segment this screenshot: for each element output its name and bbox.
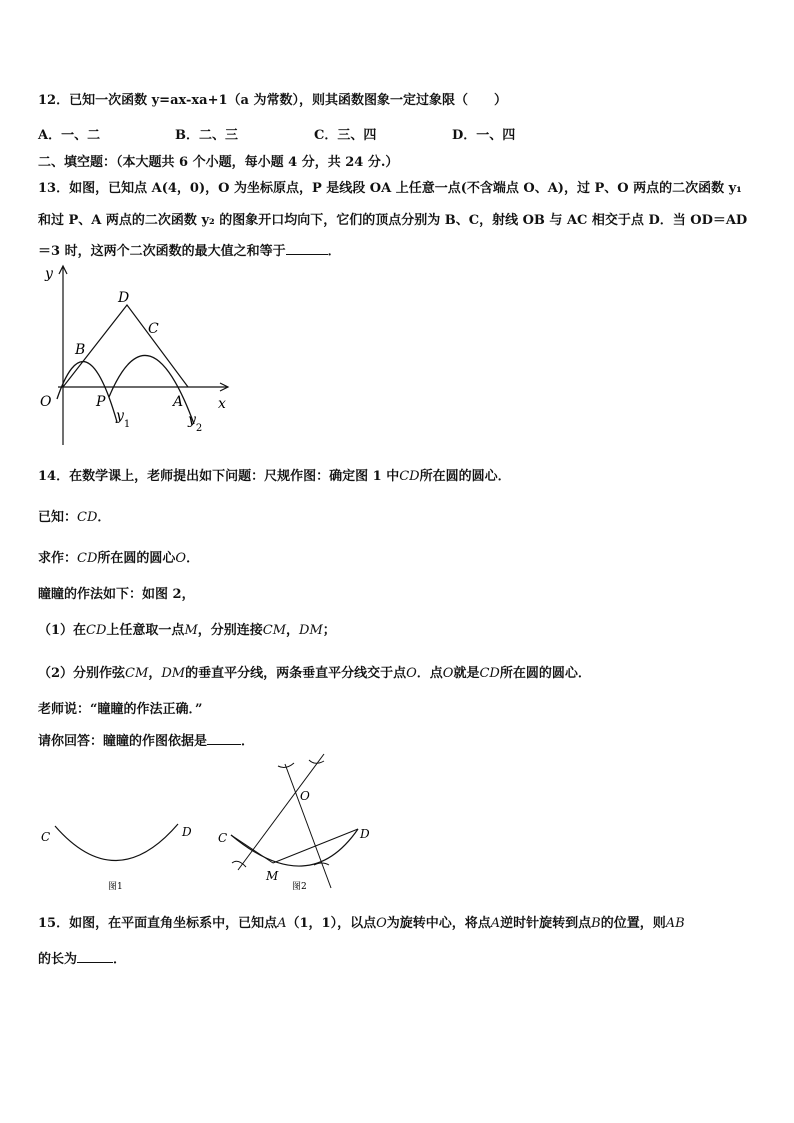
point-a: A	[490, 916, 501, 931]
step2-f: 所在圆的圆心．	[499, 666, 591, 681]
fig1-caption: 图1	[108, 882, 123, 892]
step2-d: ．点	[416, 666, 443, 681]
label-y1: $y_1$	[116, 408, 131, 430]
perp-bisector-cm	[238, 754, 324, 870]
step1-d: ，	[286, 623, 300, 638]
label-x-axis: x	[218, 396, 226, 412]
arc-cd: CD	[86, 623, 107, 638]
fig2-label-m: M	[266, 869, 279, 883]
point-o: O	[442, 666, 454, 681]
label-c: C	[148, 321, 159, 337]
parabola-y1	[57, 362, 117, 422]
fig1-label-c: C	[41, 830, 51, 844]
section-title: 二、填空题：（本大题共 6 个小题，每小题 4 分，共 24 分.）	[38, 155, 399, 170]
q14-figure-2	[214, 750, 384, 895]
known-end: ．	[97, 510, 111, 525]
q14-step2	[38, 662, 591, 681]
fig1-label-d: D	[182, 825, 192, 839]
q13-line3-text: ＝3 时，这两个二次函数的最大值之和等于	[38, 244, 286, 259]
point-m: M	[184, 623, 198, 638]
q13-line3-end: ．	[327, 244, 341, 259]
q14-answer-end: ．	[241, 734, 255, 749]
fig2-label-d: D	[360, 827, 370, 841]
chord-cm: CM	[125, 666, 149, 681]
arc-cd: CD	[77, 551, 98, 566]
q14-line1-tail: 所在圆的圆心．	[419, 469, 511, 484]
construction-arc	[309, 760, 324, 763]
arc-cd: CD	[77, 510, 98, 525]
point-o: O	[175, 551, 187, 566]
q14-method: 瞳瞳的作法如下：如图 2，	[38, 587, 195, 602]
label-a: A	[173, 394, 184, 410]
q15-line2-text: 的长为	[38, 952, 78, 967]
point-o: O	[406, 666, 417, 681]
q12-option-a: A．一、二	[38, 128, 101, 143]
answer-blank	[207, 732, 241, 745]
q12-option-d: D．一、四	[452, 128, 516, 143]
q14-line1	[38, 465, 511, 484]
q15-mid: 为旋转中心，将点	[386, 916, 491, 931]
q14-teacher: 老师说：“瞳瞳的作法正确．”	[38, 702, 203, 717]
chord-cm-line	[231, 835, 273, 863]
chord-cm: CM	[262, 623, 287, 638]
find-label: 求作：	[38, 551, 78, 566]
label-origin: O	[40, 394, 52, 410]
q15-mid2: 逆时针旋转到点	[500, 916, 592, 931]
fig2-caption: 图2	[292, 882, 307, 892]
step1-e: ；	[322, 623, 336, 638]
label-b: B	[75, 342, 86, 358]
arc-ab: AB	[665, 916, 685, 931]
step1-c: ，分别连接	[197, 623, 263, 638]
q14-known	[38, 506, 110, 525]
q12-options	[38, 124, 738, 142]
q12-option-b: B．二、三	[175, 128, 238, 143]
label-y-axis: y	[45, 266, 53, 282]
arc-cd-fig1	[55, 824, 178, 861]
point-o: O	[376, 916, 387, 931]
find-mid: 所在圆的圆心	[97, 551, 176, 566]
point-b: B	[591, 916, 601, 931]
fig2-label-c: C	[218, 831, 228, 845]
q12-option-c: C．三、四	[314, 128, 377, 143]
step2-e: 就是	[453, 666, 480, 681]
perp-bisector-dm	[285, 764, 331, 888]
q13-line2: 和过 P、A 两点的二次函数 y₂ 的图象开口均向下，它们的顶点分别为 B、C，射线 OB 与 AC 相交于点 D．当 OD＝AD	[38, 213, 748, 228]
q14-answer	[38, 730, 254, 749]
q14-find	[38, 547, 199, 566]
known-label: 已知：	[38, 510, 78, 525]
q15-tail: 的位置，则	[600, 916, 666, 931]
q14-step1	[38, 619, 336, 638]
arc-cd: CD	[399, 469, 420, 484]
step1-b: 上任意取一点	[106, 623, 185, 638]
step2-c: 的垂直平分线，两条垂直平分线交于点	[185, 666, 407, 681]
q15-line2-end: ．	[113, 952, 127, 967]
q13-figure	[30, 262, 240, 447]
fig2-label-o: O	[300, 789, 310, 803]
q14-figure-1	[38, 818, 208, 893]
step2-b: ，	[148, 666, 162, 681]
q13-line1: 13．如图，已知点 A(4，0)，O 为坐标原点，P 是线段 OA 上任意一点(不含端点 O、A)，过 P、O 两点的二次函数 y₁	[38, 181, 742, 196]
q15-coord: （1，1），以点	[286, 916, 377, 931]
find-end: ．	[186, 551, 200, 566]
label-d: D	[118, 290, 130, 306]
step2-a: （2）分别作弦	[38, 666, 126, 681]
q14-line1-text: 14．在数学课上，老师提出如下问题：尺规作图：确定图 1 中	[38, 469, 400, 484]
chord-dm: DM	[161, 666, 186, 681]
label-y2: $y_2$	[188, 412, 203, 434]
q13-line3	[38, 240, 341, 259]
q12-stem: 12．已知一次函数 y=ax-xa+1（a 为常数），则其函数图象一定过象限（ ）	[38, 93, 507, 108]
arc-cd: CD	[479, 666, 500, 681]
q15-line2	[38, 948, 126, 967]
point-a: A	[277, 916, 287, 931]
q15-line1	[38, 912, 685, 931]
chord-dm: DM	[299, 623, 323, 638]
label-p: P	[96, 394, 106, 410]
q14-answer-text: 请你回答：瞳瞳的作图依据是	[38, 734, 208, 749]
construction-arc	[278, 763, 294, 767]
q15-line1-text: 15．如图，在平面直角坐标系中，已知点	[38, 916, 278, 931]
step1-a: （1）在	[38, 623, 87, 638]
answer-blank	[286, 242, 328, 255]
answer-blank	[77, 950, 113, 963]
